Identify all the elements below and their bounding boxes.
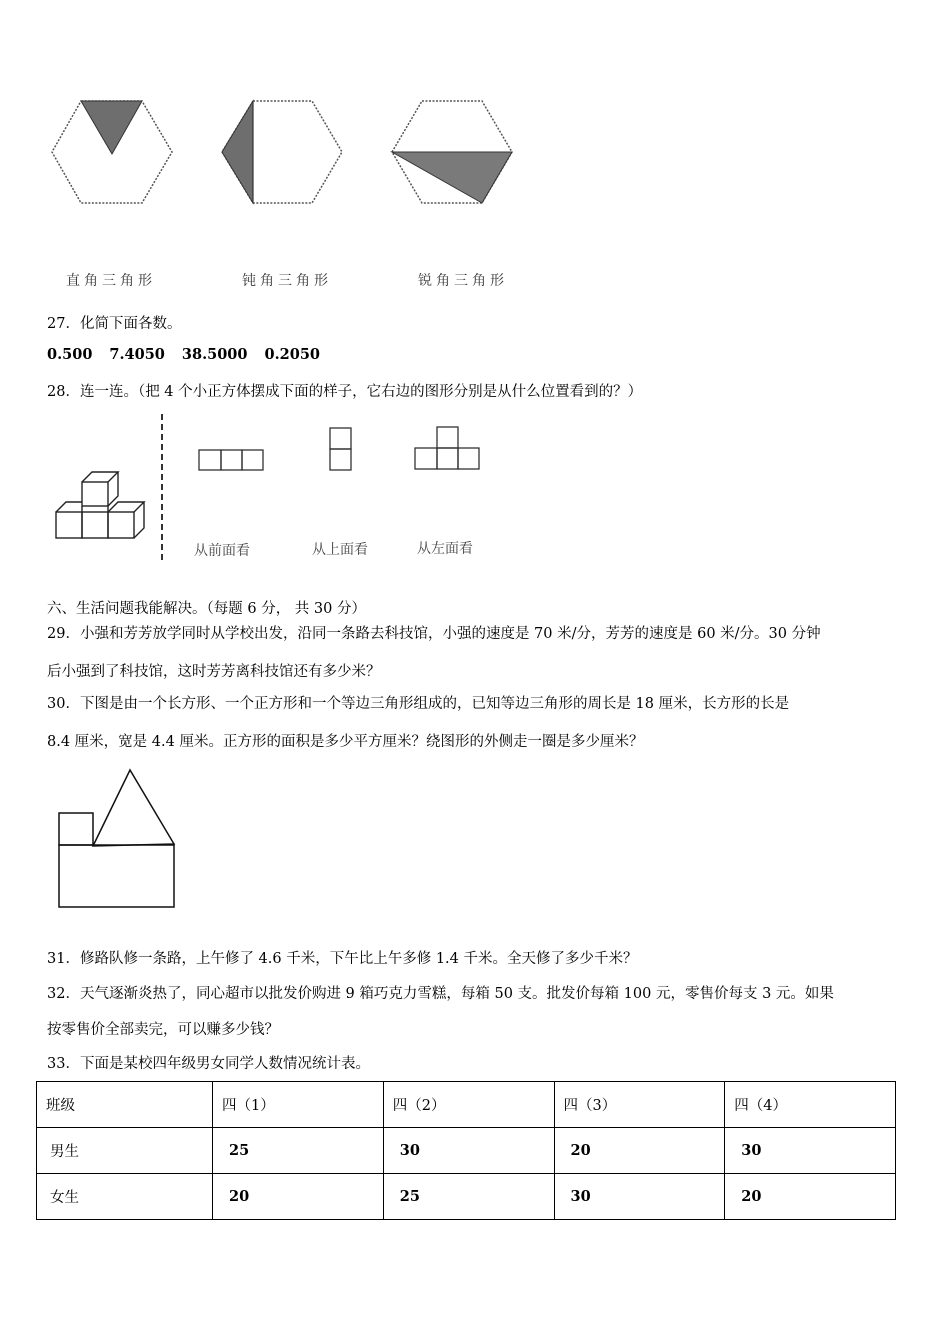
table-cell: 20 xyxy=(213,1174,384,1220)
hexagon-acute-triangle-figure xyxy=(388,96,518,208)
q29-line1: 29．小强和芳芳放学同时从学校出发，沿同一条路去科技馆，小强的速度是 70 米/分，芳芳的速度是 60 米/分。30 分钟 xyxy=(47,626,821,642)
q29-line2: 后小强到了科技馆，这时芳芳离科技馆还有多少米？ xyxy=(47,664,381,680)
q27-number: 7.4050 xyxy=(109,346,165,363)
table-header-cell: 班级 xyxy=(37,1082,213,1128)
top-view-figure xyxy=(328,426,354,472)
table-row-label: 女生 xyxy=(37,1174,213,1220)
caption-obtuse-triangle: 钝角三角形 xyxy=(242,273,332,289)
table-header-cell: 四（1） xyxy=(213,1082,384,1128)
q28-title: 28．连一连。（把 4 个小正方体摆成下面的样子，它右边的图形分别是从什么位置看到的？） xyxy=(47,384,643,400)
view-caption-front: 从前面看 xyxy=(194,543,250,559)
left-view-figure xyxy=(413,425,483,471)
table-row xyxy=(37,1174,896,1220)
hexagon-right-triangle-figure xyxy=(48,96,178,208)
q30-line2: 8.4 厘米，宽是 4.4 厘米。正方形的面积是多少平方厘米？绕图形的外侧走一圈是多少厘米？ xyxy=(47,734,644,750)
q27-number: 0.2050 xyxy=(264,346,320,363)
table-header-cell: 四（2） xyxy=(383,1082,554,1128)
table-header-cell: 四（4） xyxy=(725,1082,896,1128)
table-header-row xyxy=(37,1082,896,1128)
table-row-label: 男生 xyxy=(37,1128,213,1174)
view-caption-top: 从上面看 xyxy=(312,542,368,558)
section-6-title: 六、生活问题我能解决。（每题 6 分， 共 30 分） xyxy=(47,601,366,617)
table-cell: 25 xyxy=(213,1128,384,1174)
q27-number: 0.500 xyxy=(47,346,93,363)
table-cell: 25 xyxy=(383,1174,554,1220)
q32-line2: 按零售价全部卖完，可以赚多少钱？ xyxy=(47,1022,279,1038)
caption-acute-triangle: 锐角三角形 xyxy=(418,273,508,289)
caption-right-triangle: 直角三角形 xyxy=(66,273,156,289)
q32-line1: 32．天气逐渐炎热了，同心超市以批发价购进 9 箱巧克力雪糕，每箱 50 支。批发价每箱 100 元，零售价每支 3 元。如果 xyxy=(47,986,834,1002)
q33-title: 33．下面是某校四年级男女同学人数情况统计表。 xyxy=(47,1056,370,1072)
front-view-figure xyxy=(197,448,267,472)
table-cell: 30 xyxy=(554,1174,725,1220)
q27-numbers xyxy=(47,346,320,363)
table-cell: 20 xyxy=(725,1174,896,1220)
table-row xyxy=(37,1128,896,1174)
table-cell: 30 xyxy=(725,1128,896,1174)
table-cell: 30 xyxy=(383,1128,554,1174)
q27-number: 38.5000 xyxy=(181,346,248,363)
q27-title: 27．化简下面各数。 xyxy=(47,316,182,332)
hexagon-obtuse-triangle-figure xyxy=(218,96,348,208)
table-cell: 20 xyxy=(554,1128,725,1174)
q31-text: 31．修路队修一条路，上午修了 4.6 千米，下午比上午多修 1.4 千米。全天修了多少千米？ xyxy=(47,951,638,967)
stats-table xyxy=(36,1081,896,1220)
view-caption-left: 从左面看 xyxy=(417,541,473,557)
composite-shape-figure xyxy=(56,766,180,910)
cube-stack-figure xyxy=(50,466,154,542)
dashed-divider xyxy=(158,414,166,560)
q30-line1: 30．下图是由一个长方形、一个正方形和一个等边三角形组成的，已知等边三角形的周长是 18 厘米，长方形的长是 xyxy=(47,696,790,712)
table-header-cell: 四（3） xyxy=(554,1082,725,1128)
